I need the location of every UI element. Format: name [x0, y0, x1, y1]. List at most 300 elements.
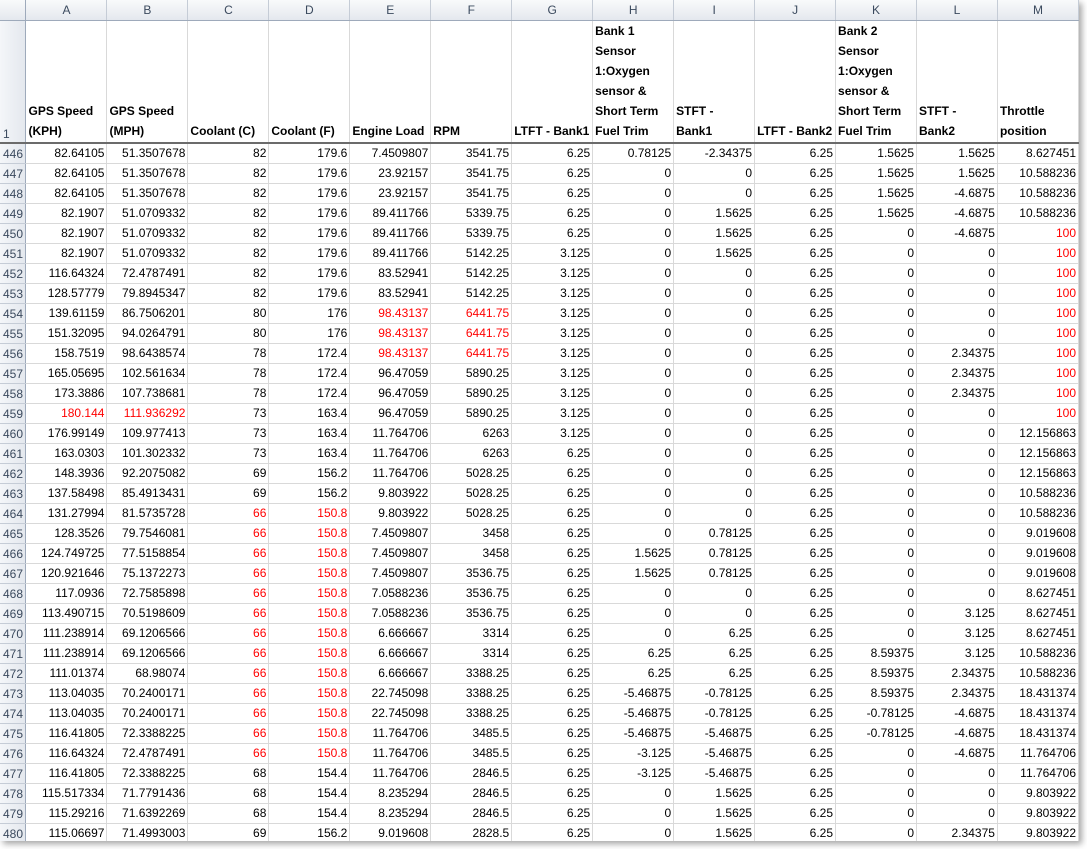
cell-b[interactable]: 72.4787491 [107, 744, 188, 764]
cell-k[interactable]: 1.5625 [836, 204, 917, 224]
cell-i[interactable]: 0 [674, 424, 755, 444]
cell-f[interactable]: 3536.75 [431, 564, 512, 584]
row-number[interactable]: 475 [0, 724, 26, 744]
cell-d[interactable]: 150.8 [269, 704, 350, 724]
cell-f[interactable]: 3541.75 [431, 184, 512, 204]
cell-k[interactable]: 0 [836, 384, 917, 404]
cell-a[interactable]: 113.04035 [26, 704, 107, 724]
cell-g[interactable]: 6.25 [512, 164, 593, 184]
cell-l[interactable]: -4.6875 [917, 704, 998, 724]
cell-g[interactable]: 3.125 [512, 384, 593, 404]
cell-i[interactable]: 0.78125 [674, 524, 755, 544]
cell-l[interactable]: 0 [917, 284, 998, 304]
cell-h[interactable]: -5.46875 [593, 724, 674, 744]
cell-f[interactable]: 6263 [431, 444, 512, 464]
cell-d[interactable]: 150.8 [269, 684, 350, 704]
cell-k[interactable]: 0 [836, 484, 917, 504]
cell-g[interactable]: 6.25 [512, 724, 593, 744]
cell-j[interactable]: 6.25 [755, 344, 836, 364]
cell-c[interactable]: 66 [188, 744, 269, 764]
cell-m[interactable]: 9.803922 [997, 824, 1078, 842]
cell-k[interactable]: 1.5625 [836, 184, 917, 204]
cell-d[interactable]: 150.8 [269, 524, 350, 544]
cell-a[interactable]: 151.32095 [26, 324, 107, 344]
row-number[interactable]: 476 [0, 744, 26, 764]
cell-d[interactable]: 179.6 [269, 204, 350, 224]
cell-g[interactable]: 3.125 [512, 264, 593, 284]
cell-h[interactable]: 0 [593, 224, 674, 244]
cell-d[interactable]: 154.4 [269, 804, 350, 824]
cell-l[interactable]: 2.34375 [917, 664, 998, 684]
cell-m[interactable]: 100 [997, 244, 1078, 264]
cell-e[interactable]: 6.666667 [350, 644, 431, 664]
cell-c[interactable]: 82 [188, 184, 269, 204]
row-number[interactable]: 450 [0, 224, 26, 244]
cell-e[interactable]: 11.764706 [350, 764, 431, 784]
cell-m[interactable]: 8.627451 [997, 624, 1078, 644]
cell-k[interactable]: 0 [836, 824, 917, 842]
cell-g[interactable]: 3.125 [512, 424, 593, 444]
cell-g[interactable]: 6.25 [512, 204, 593, 224]
cell-m[interactable]: 8.627451 [997, 604, 1078, 624]
cell-i[interactable]: 0 [674, 444, 755, 464]
cell-f[interactable]: 3458 [431, 544, 512, 564]
row-number[interactable]: 473 [0, 684, 26, 704]
cell-j[interactable]: 6.25 [755, 744, 836, 764]
cell-l[interactable]: 0 [917, 544, 998, 564]
cell-i[interactable]: 0 [674, 304, 755, 324]
cell-h[interactable]: 0 [593, 364, 674, 384]
cell-d[interactable]: 163.4 [269, 424, 350, 444]
cell-m[interactable]: 18.431374 [997, 704, 1078, 724]
cell-d[interactable]: 150.8 [269, 604, 350, 624]
cell-c[interactable]: 66 [188, 644, 269, 664]
header-cell-e[interactable]: Engine Load [350, 21, 431, 144]
cell-g[interactable]: 6.25 [512, 143, 593, 164]
row-number[interactable]: 472 [0, 664, 26, 684]
cell-e[interactable]: 9.803922 [350, 484, 431, 504]
cell-e[interactable]: 7.4509807 [350, 564, 431, 584]
cell-j[interactable]: 6.25 [755, 464, 836, 484]
cell-e[interactable]: 83.52941 [350, 284, 431, 304]
cell-f[interactable]: 5339.75 [431, 204, 512, 224]
cell-b[interactable]: 81.5735728 [107, 504, 188, 524]
cell-h[interactable]: 6.25 [593, 664, 674, 684]
cell-i[interactable]: 0 [674, 344, 755, 364]
cell-d[interactable]: 172.4 [269, 364, 350, 384]
cell-i[interactable]: -5.46875 [674, 764, 755, 784]
cell-c[interactable]: 82 [188, 164, 269, 184]
cell-i[interactable]: -0.78125 [674, 684, 755, 704]
cell-l[interactable]: 0 [917, 404, 998, 424]
cell-k[interactable]: 0 [836, 604, 917, 624]
cell-h[interactable]: -5.46875 [593, 704, 674, 724]
cell-l[interactable]: 1.5625 [917, 164, 998, 184]
cell-m[interactable]: 9.019608 [997, 524, 1078, 544]
cell-b[interactable]: 68.98074 [107, 664, 188, 684]
cell-a[interactable]: 117.0936 [26, 584, 107, 604]
cell-c[interactable]: 69 [188, 824, 269, 842]
row-number[interactable]: 466 [0, 544, 26, 564]
cell-c[interactable]: 82 [188, 244, 269, 264]
cell-d[interactable]: 179.6 [269, 164, 350, 184]
cell-i[interactable]: 0 [674, 324, 755, 344]
cell-h[interactable]: 0 [593, 524, 674, 544]
header-cell-c[interactable]: Coolant (C) [188, 21, 269, 144]
cell-k[interactable]: 0 [836, 284, 917, 304]
cell-m[interactable]: 10.588236 [997, 504, 1078, 524]
cell-l[interactable]: 0 [917, 304, 998, 324]
cell-a[interactable]: 180.144 [26, 404, 107, 424]
cell-d[interactable]: 179.6 [269, 244, 350, 264]
cell-h[interactable]: 0 [593, 804, 674, 824]
cell-d[interactable]: 150.8 [269, 504, 350, 524]
cell-f[interactable]: 5339.75 [431, 224, 512, 244]
row-number[interactable]: 480 [0, 824, 26, 842]
cell-h[interactable]: 0 [593, 264, 674, 284]
cell-c[interactable]: 82 [188, 264, 269, 284]
cell-i[interactable]: 0 [674, 584, 755, 604]
cell-l[interactable]: 0 [917, 484, 998, 504]
header-cell-l[interactable]: STFT - Bank2 [917, 21, 998, 144]
cell-b[interactable]: 111.936292 [107, 404, 188, 424]
cell-l[interactable]: 1.5625 [917, 143, 998, 164]
column-header-e[interactable]: E [350, 0, 431, 21]
cell-g[interactable]: 3.125 [512, 344, 593, 364]
cell-c[interactable]: 73 [188, 444, 269, 464]
cell-m[interactable]: 9.803922 [997, 804, 1078, 824]
column-header-d[interactable]: D [269, 0, 350, 21]
cell-l[interactable]: 0 [917, 324, 998, 344]
cell-k[interactable]: 0 [836, 464, 917, 484]
cell-c[interactable]: 82 [188, 143, 269, 164]
cell-c[interactable]: 68 [188, 764, 269, 784]
cell-f[interactable]: 2828.5 [431, 824, 512, 842]
cell-i[interactable]: 6.25 [674, 664, 755, 684]
cell-k[interactable]: 8.59375 [836, 644, 917, 664]
cell-c[interactable]: 66 [188, 704, 269, 724]
header-cell-i[interactable]: STFT - Bank1 [674, 21, 755, 144]
cell-k[interactable]: 0 [836, 624, 917, 644]
row-number[interactable]: 452 [0, 264, 26, 284]
cell-m[interactable]: 9.803922 [997, 784, 1078, 804]
cell-i[interactable]: 1.5625 [674, 224, 755, 244]
cell-e[interactable]: 9.803922 [350, 504, 431, 524]
column-header-c[interactable]: C [188, 0, 269, 21]
cell-d[interactable]: 156.2 [269, 464, 350, 484]
cell-f[interactable]: 6441.75 [431, 304, 512, 324]
cell-m[interactable]: 100 [997, 384, 1078, 404]
cell-k[interactable]: 8.59375 [836, 684, 917, 704]
header-cell-f[interactable]: RPM [431, 21, 512, 144]
cell-e[interactable]: 98.43137 [350, 324, 431, 344]
cell-b[interactable]: 51.0709332 [107, 244, 188, 264]
cell-f[interactable]: 5142.25 [431, 264, 512, 284]
cell-b[interactable]: 79.8945347 [107, 284, 188, 304]
cell-e[interactable]: 7.4509807 [350, 524, 431, 544]
cell-a[interactable]: 165.05695 [26, 364, 107, 384]
cell-h[interactable]: 0 [593, 324, 674, 344]
row-number[interactable]: 446 [0, 143, 26, 164]
cell-b[interactable]: 70.2400171 [107, 704, 188, 724]
cell-k[interactable]: 0 [836, 784, 917, 804]
cell-c[interactable]: 66 [188, 724, 269, 744]
cell-j[interactable]: 6.25 [755, 564, 836, 584]
row-number[interactable]: 459 [0, 404, 26, 424]
cell-f[interactable]: 5028.25 [431, 504, 512, 524]
cell-g[interactable]: 6.25 [512, 624, 593, 644]
cell-e[interactable]: 11.764706 [350, 444, 431, 464]
cell-l[interactable]: 3.125 [917, 604, 998, 624]
cell-d[interactable]: 163.4 [269, 404, 350, 424]
cell-g[interactable]: 3.125 [512, 364, 593, 384]
column-header-m[interactable]: M [997, 0, 1078, 21]
cell-g[interactable]: 6.25 [512, 444, 593, 464]
cell-m[interactable]: 8.627451 [997, 584, 1078, 604]
cell-k[interactable]: 0 [836, 264, 917, 284]
cell-d[interactable]: 150.8 [269, 564, 350, 584]
cell-a[interactable]: 120.921646 [26, 564, 107, 584]
cell-l[interactable]: 0 [917, 564, 998, 584]
cell-d[interactable]: 179.6 [269, 184, 350, 204]
cell-b[interactable]: 51.3507678 [107, 184, 188, 204]
cell-j[interactable]: 6.25 [755, 504, 836, 524]
cell-g[interactable]: 6.25 [512, 824, 593, 842]
cell-f[interactable]: 5890.25 [431, 404, 512, 424]
cell-a[interactable]: 111.238914 [26, 644, 107, 664]
cell-k[interactable]: 0 [836, 584, 917, 604]
cell-e[interactable]: 11.764706 [350, 424, 431, 444]
cell-h[interactable]: 1.5625 [593, 544, 674, 564]
cell-a[interactable]: 131.27994 [26, 504, 107, 524]
column-header-h[interactable]: H [593, 0, 674, 21]
cell-f[interactable]: 3541.75 [431, 143, 512, 164]
row-number[interactable]: 479 [0, 804, 26, 824]
cell-a[interactable]: 116.41805 [26, 724, 107, 744]
column-header-l[interactable]: L [917, 0, 998, 21]
cell-a[interactable]: 158.7519 [26, 344, 107, 364]
cell-j[interactable]: 6.25 [755, 644, 836, 664]
cell-i[interactable]: -2.34375 [674, 143, 755, 164]
cell-i[interactable]: 1.5625 [674, 784, 755, 804]
cell-j[interactable]: 6.25 [755, 664, 836, 684]
cell-m[interactable]: 10.588236 [997, 164, 1078, 184]
cell-g[interactable]: 3.125 [512, 304, 593, 324]
cell-j[interactable]: 6.25 [755, 244, 836, 264]
cell-k[interactable]: 0 [836, 764, 917, 784]
cell-m[interactable]: 100 [997, 344, 1078, 364]
cell-a[interactable]: 128.3526 [26, 524, 107, 544]
cell-m[interactable]: 100 [997, 304, 1078, 324]
cell-d[interactable]: 154.4 [269, 784, 350, 804]
cell-k[interactable]: 0 [836, 244, 917, 264]
cell-d[interactable]: 156.2 [269, 484, 350, 504]
row-number[interactable]: 456 [0, 344, 26, 364]
cell-g[interactable]: 6.25 [512, 704, 593, 724]
cell-i[interactable]: 0 [674, 604, 755, 624]
cell-l[interactable]: -4.6875 [917, 724, 998, 744]
cell-c[interactable]: 82 [188, 284, 269, 304]
cell-e[interactable]: 22.745098 [350, 704, 431, 724]
cell-b[interactable]: 75.1372273 [107, 564, 188, 584]
cell-j[interactable]: 6.25 [755, 604, 836, 624]
cell-g[interactable]: 3.125 [512, 284, 593, 304]
cell-c[interactable]: 66 [188, 584, 269, 604]
cell-h[interactable]: -5.46875 [593, 684, 674, 704]
cell-a[interactable]: 115.06697 [26, 824, 107, 842]
cell-b[interactable]: 86.7506201 [107, 304, 188, 324]
cell-c[interactable]: 66 [188, 604, 269, 624]
column-header-f[interactable]: F [431, 0, 512, 21]
cell-f[interactable]: 3536.75 [431, 584, 512, 604]
cell-f[interactable]: 5890.25 [431, 364, 512, 384]
cell-l[interactable]: 2.34375 [917, 344, 998, 364]
cell-k[interactable]: 1.5625 [836, 164, 917, 184]
cell-i[interactable]: 6.25 [674, 624, 755, 644]
cell-c[interactable]: 73 [188, 404, 269, 424]
cell-b[interactable]: 51.0709332 [107, 224, 188, 244]
cell-j[interactable]: 6.25 [755, 544, 836, 564]
row-number[interactable]: 449 [0, 204, 26, 224]
cell-l[interactable]: 0 [917, 804, 998, 824]
column-header-j[interactable]: J [755, 0, 836, 21]
cell-f[interactable]: 2846.5 [431, 804, 512, 824]
row-number[interactable]: 464 [0, 504, 26, 524]
cell-k[interactable]: 0 [836, 324, 917, 344]
cell-h[interactable]: 0 [593, 464, 674, 484]
cell-e[interactable]: 23.92157 [350, 184, 431, 204]
cell-d[interactable]: 163.4 [269, 444, 350, 464]
cell-a[interactable]: 163.0303 [26, 444, 107, 464]
cell-h[interactable]: 0 [593, 344, 674, 364]
cell-b[interactable]: 77.5158854 [107, 544, 188, 564]
cell-c[interactable]: 66 [188, 684, 269, 704]
cell-m[interactable]: 18.431374 [997, 684, 1078, 704]
cell-m[interactable]: 18.431374 [997, 724, 1078, 744]
cell-i[interactable]: 1.5625 [674, 824, 755, 842]
cell-m[interactable]: 100 [997, 364, 1078, 384]
cell-b[interactable]: 107.738681 [107, 384, 188, 404]
cell-m[interactable]: 100 [997, 284, 1078, 304]
cell-f[interactable]: 3388.25 [431, 704, 512, 724]
cell-j[interactable]: 6.25 [755, 364, 836, 384]
cell-m[interactable]: 10.588236 [997, 184, 1078, 204]
cell-k[interactable]: 0 [836, 564, 917, 584]
cell-c[interactable]: 66 [188, 504, 269, 524]
cell-h[interactable]: 0 [593, 284, 674, 304]
cell-j[interactable]: 6.25 [755, 784, 836, 804]
cell-a[interactable]: 82.64105 [26, 184, 107, 204]
cell-d[interactable]: 150.8 [269, 744, 350, 764]
cell-i[interactable]: 1.5625 [674, 244, 755, 264]
row-number[interactable]: 454 [0, 304, 26, 324]
cell-e[interactable]: 22.745098 [350, 684, 431, 704]
cell-a[interactable]: 82.1907 [26, 204, 107, 224]
cell-i[interactable]: 0 [674, 164, 755, 184]
cell-a[interactable]: 139.61159 [26, 304, 107, 324]
cell-a[interactable]: 176.99149 [26, 424, 107, 444]
cell-i[interactable]: 0 [674, 384, 755, 404]
cell-e[interactable]: 89.411766 [350, 224, 431, 244]
cell-m[interactable]: 11.764706 [997, 764, 1078, 784]
cell-h[interactable]: 0 [593, 584, 674, 604]
cell-f[interactable]: 2846.5 [431, 764, 512, 784]
cell-h[interactable]: 0 [593, 504, 674, 524]
cell-d[interactable]: 176 [269, 304, 350, 324]
cell-e[interactable]: 23.92157 [350, 164, 431, 184]
cell-m[interactable]: 12.156863 [997, 424, 1078, 444]
cell-e[interactable]: 89.411766 [350, 244, 431, 264]
cell-j[interactable]: 6.25 [755, 404, 836, 424]
cell-g[interactable]: 6.25 [512, 544, 593, 564]
cell-b[interactable]: 101.302332 [107, 444, 188, 464]
cell-j[interactable]: 6.25 [755, 724, 836, 744]
cell-h[interactable]: 0 [593, 424, 674, 444]
cell-i[interactable]: 0 [674, 264, 755, 284]
cell-g[interactable]: 6.25 [512, 564, 593, 584]
cell-i[interactable]: 0 [674, 404, 755, 424]
cell-l[interactable]: 0 [917, 764, 998, 784]
cell-d[interactable]: 172.4 [269, 384, 350, 404]
cell-m[interactable]: 12.156863 [997, 444, 1078, 464]
cell-i[interactable]: -0.78125 [674, 704, 755, 724]
row-number[interactable]: 458 [0, 384, 26, 404]
cell-f[interactable]: 5028.25 [431, 464, 512, 484]
header-cell-b[interactable]: GPS Speed (MPH) [107, 21, 188, 144]
cell-d[interactable]: 150.8 [269, 724, 350, 744]
cell-h[interactable]: 0.78125 [593, 143, 674, 164]
row-number[interactable]: 460 [0, 424, 26, 444]
cell-e[interactable]: 6.666667 [350, 624, 431, 644]
cell-d[interactable]: 150.8 [269, 624, 350, 644]
cell-b[interactable]: 70.2400171 [107, 684, 188, 704]
cell-f[interactable]: 5142.25 [431, 244, 512, 264]
row-number[interactable]: 468 [0, 584, 26, 604]
cell-b[interactable]: 72.3388225 [107, 764, 188, 784]
cell-f[interactable]: 6263 [431, 424, 512, 444]
cell-b[interactable]: 51.3507678 [107, 143, 188, 164]
cell-b[interactable]: 92.2075082 [107, 464, 188, 484]
cell-m[interactable]: 9.019608 [997, 544, 1078, 564]
cell-b[interactable]: 71.4993003 [107, 824, 188, 842]
cell-e[interactable]: 11.764706 [350, 724, 431, 744]
cell-l[interactable]: 0 [917, 244, 998, 264]
cell-c[interactable]: 66 [188, 564, 269, 584]
cell-b[interactable]: 109.977413 [107, 424, 188, 444]
header-cell-g[interactable]: LTFT - Bank1 [512, 21, 593, 144]
cell-b[interactable]: 69.1206566 [107, 624, 188, 644]
cell-a[interactable]: 115.517334 [26, 784, 107, 804]
cell-b[interactable]: 98.6438574 [107, 344, 188, 364]
cell-g[interactable]: 6.25 [512, 744, 593, 764]
cell-a[interactable]: 82.64105 [26, 164, 107, 184]
row-number[interactable]: 453 [0, 284, 26, 304]
cell-i[interactable]: 0 [674, 464, 755, 484]
cell-f[interactable]: 3541.75 [431, 164, 512, 184]
cell-i[interactable]: 0 [674, 504, 755, 524]
cell-b[interactable]: 102.561634 [107, 364, 188, 384]
cell-l[interactable]: -4.6875 [917, 744, 998, 764]
cell-i[interactable]: -5.46875 [674, 744, 755, 764]
cell-i[interactable]: -5.46875 [674, 724, 755, 744]
cell-b[interactable]: 72.4787491 [107, 264, 188, 284]
cell-a[interactable]: 148.3936 [26, 464, 107, 484]
cell-g[interactable]: 3.125 [512, 404, 593, 424]
cell-a[interactable]: 111.01374 [26, 664, 107, 684]
cell-f[interactable]: 5142.25 [431, 284, 512, 304]
header-cell-m[interactable]: Throttle position [997, 21, 1078, 144]
cell-f[interactable]: 3536.75 [431, 604, 512, 624]
